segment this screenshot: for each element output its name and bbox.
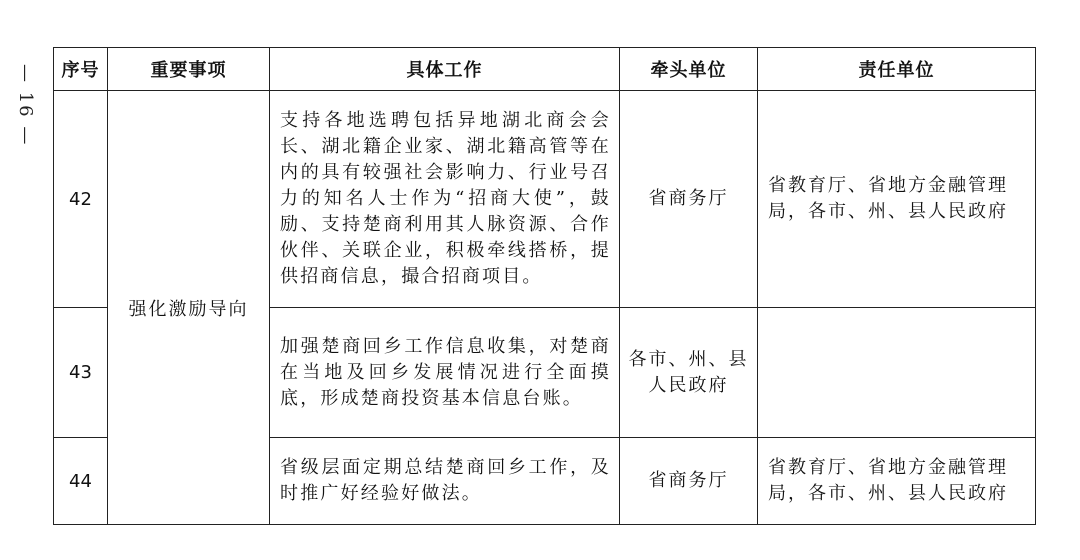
table-row <box>54 91 1036 308</box>
header-lead-unit: 牵头单位 <box>620 48 758 91</box>
row-number: 42 <box>54 91 108 308</box>
header-key-matter: 重要事项 <box>108 48 270 91</box>
row-number: 44 <box>54 438 108 525</box>
responsible-unit-cell: 省教育厅、省地方金融管理局，各市、州、县人民政府 <box>758 91 1036 308</box>
specific-work-cell: 省级层面定期总结楚商回乡工作，及时推广好经验好做法。 <box>270 438 620 525</box>
key-matter-cell: 强化激励导向 <box>108 91 270 525</box>
lead-unit-cell: 省商务厅 <box>620 438 758 525</box>
specific-work-cell: 支持各地选聘包括异地湖北商会会长、湖北籍企业家、湖北籍高管等在内的具有较强社会影响力、行业号召力的知名人士作为“招商大使”，鼓励、支持楚商利用其人脉资源、合作伙伴、关联企业，积极牵线搭桥，提供招商信息，撮合招商项目。 <box>270 91 620 308</box>
header-responsible-unit: 责任单位 <box>758 48 1036 91</box>
lead-unit-cell: 省商务厅 <box>620 91 758 308</box>
row-number: 43 <box>54 308 108 438</box>
responsible-unit-cell: 省教育厅、省地方金融管理局，各市、州、县人民政府 <box>758 438 1036 525</box>
header-specific-work: 具体工作 <box>270 48 620 91</box>
page-number: — 16 — <box>15 64 36 147</box>
work-table <box>53 47 1036 525</box>
specific-work-cell: 加强楚商回乡工作信息收集，对楚商在当地及回乡发展情况进行全面摸底，形成楚商投资基本信息台账。 <box>270 308 620 438</box>
table-header-row <box>54 48 1036 91</box>
lead-unit-cell: 各市、州、县人民政府 <box>620 308 758 438</box>
responsible-unit-cell <box>758 308 1036 438</box>
header-serial-number: 序号 <box>54 48 108 91</box>
